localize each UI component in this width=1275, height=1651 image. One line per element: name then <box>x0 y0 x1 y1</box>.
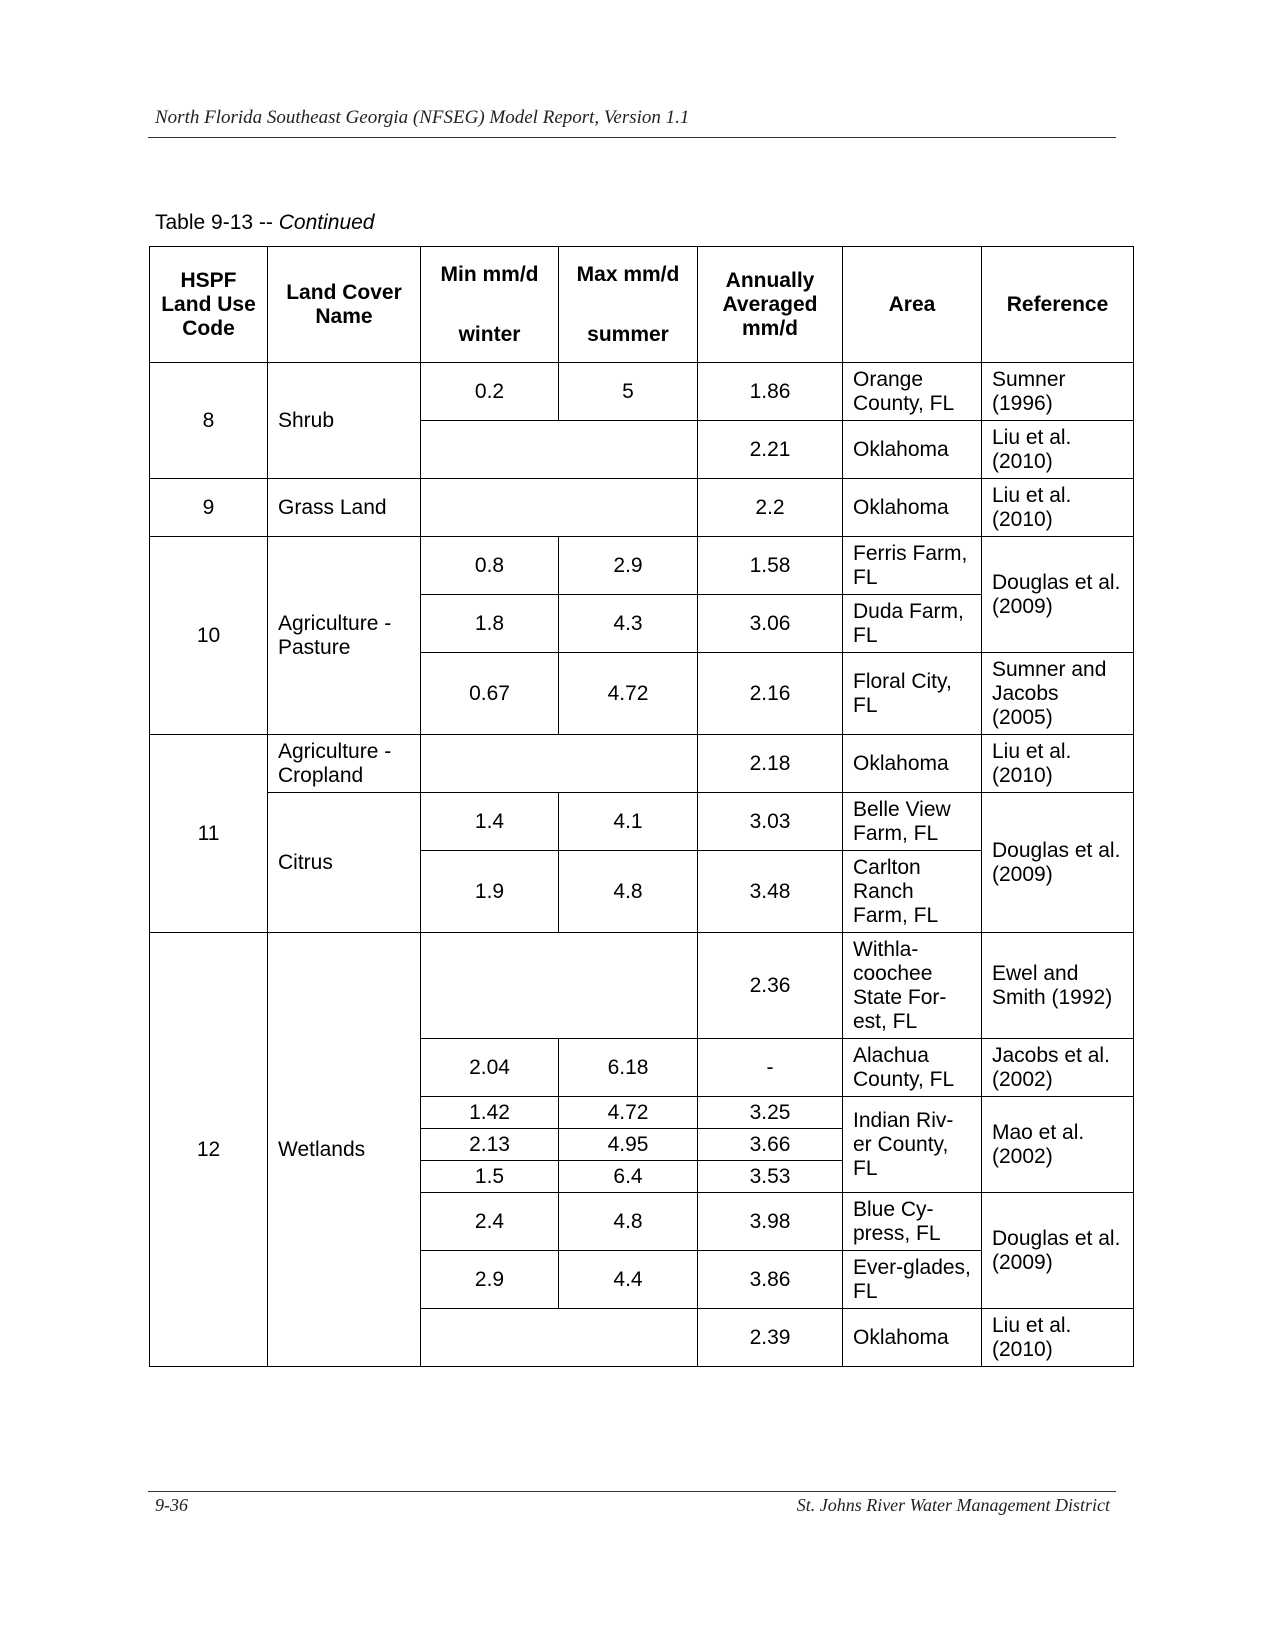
reference-cell: Mao et al. (2002) <box>982 1097 1134 1193</box>
min-header-bottom: winter <box>458 322 521 346</box>
page-number: 9-36 <box>155 1495 188 1515</box>
code-cell: 12 <box>150 933 268 1367</box>
land-cover-cell: Grass Land <box>268 479 421 537</box>
max-cell: 4.8 <box>559 851 698 933</box>
avg-cell: 2.18 <box>698 735 843 793</box>
reference-cell: Liu et al. (2010) <box>982 735 1134 793</box>
area-cell: Oklahoma <box>843 735 982 793</box>
empty-min-max-cell <box>421 735 698 793</box>
area-cell: Orange County, FL <box>843 363 982 421</box>
max-cell: 4.3 <box>559 595 698 653</box>
avg-cell: 3.25 <box>698 1097 843 1129</box>
col-header-name: Land Cover Name <box>268 247 421 363</box>
min-header-top: Min mm/d <box>440 262 539 286</box>
avg-cell: 3.03 <box>698 793 843 851</box>
max-cell: 2.9 <box>559 537 698 595</box>
area-cell: Ferris Farm, FL <box>843 537 982 595</box>
min-cell: 1.9 <box>421 851 559 933</box>
avg-cell: 2.21 <box>698 421 843 479</box>
min-cell: 0.67 <box>421 653 559 735</box>
empty-min-max-cell <box>421 1309 698 1367</box>
table-row <box>150 793 1134 851</box>
area-cell: Ever-glades, FL <box>843 1251 982 1309</box>
area-cell: Oklahoma <box>843 421 982 479</box>
min-cell: 2.13 <box>421 1129 559 1161</box>
caption-prefix: Table 9-13 -- <box>155 211 279 234</box>
max-cell: 4.8 <box>559 1193 698 1251</box>
max-cell: 6.18 <box>559 1039 698 1097</box>
reference-cell: Jacobs et al. (2002) <box>982 1039 1134 1097</box>
min-cell: 1.5 <box>421 1161 559 1193</box>
area-cell: Blue Cy-press, FL <box>843 1193 982 1251</box>
avg-cell: 2.39 <box>698 1309 843 1367</box>
max-cell: 4.4 <box>559 1251 698 1309</box>
max-header-top: Max mm/d <box>576 262 680 286</box>
land-cover-cell: Citrus <box>268 793 421 933</box>
running-header: North Florida Southeast Georgia (NFSEG) Model Report, Version 1.1 <box>155 107 690 128</box>
code-cell: 10 <box>150 537 268 735</box>
min-cell: 0.8 <box>421 537 559 595</box>
et-rates-table <box>149 246 1134 1367</box>
avg-cell: 3.66 <box>698 1129 843 1161</box>
area-cell: Indian Riv-er County, FL <box>843 1097 982 1193</box>
min-cell: 1.42 <box>421 1097 559 1129</box>
avg-cell: 3.86 <box>698 1251 843 1309</box>
area-cell: Belle View Farm, FL <box>843 793 982 851</box>
area-cell: Duda Farm, FL <box>843 595 982 653</box>
area-cell: Withla-coochee State For-est, FL <box>843 933 982 1039</box>
area-cell: Floral City, FL <box>843 653 982 735</box>
col-header-max <box>559 247 698 363</box>
max-cell: 6.4 <box>559 1161 698 1193</box>
max-header-bottom: summer <box>587 322 669 346</box>
reference-cell: Douglas et al. (2009) <box>982 537 1134 653</box>
avg-cell: 3.48 <box>698 851 843 933</box>
empty-min-max-cell <box>421 479 698 537</box>
reference-cell: Liu et al. (2010) <box>982 1309 1134 1367</box>
code-cell: 11 <box>150 735 268 933</box>
reference-cell: Sumner (1996) <box>982 363 1134 421</box>
reference-cell: Ewel and Smith (1992) <box>982 933 1134 1039</box>
min-cell: 2.9 <box>421 1251 559 1309</box>
avg-cell: - <box>698 1039 843 1097</box>
max-cell: 5 <box>559 363 698 421</box>
avg-cell: 2.36 <box>698 933 843 1039</box>
table-row <box>150 479 1134 537</box>
col-header-ref: Reference <box>982 247 1134 363</box>
table-row <box>150 363 1134 421</box>
area-cell: Oklahoma <box>843 479 982 537</box>
area-cell: Carlton Ranch Farm, FL <box>843 851 982 933</box>
min-cell: 1.8 <box>421 595 559 653</box>
footer-rule <box>148 1491 1116 1492</box>
min-cell: 0.2 <box>421 363 559 421</box>
table-row <box>150 735 1134 793</box>
col-header-code: HSPF Land Use Code <box>150 247 268 363</box>
land-cover-cell: Agriculture - Pasture <box>268 537 421 735</box>
footer-organization: St. Johns River Water Management District <box>796 1495 1110 1515</box>
avg-cell: 3.53 <box>698 1161 843 1193</box>
reference-cell: Liu et al. (2010) <box>982 479 1134 537</box>
caption-continued: Continued <box>278 211 375 234</box>
land-cover-cell: Shrub <box>268 363 421 479</box>
avg-cell: 1.58 <box>698 537 843 595</box>
col-header-avg: Annually Averaged mm/d <box>698 247 843 363</box>
table-caption <box>155 211 374 235</box>
min-cell: 1.4 <box>421 793 559 851</box>
land-cover-cell: Agriculture - Cropland <box>268 735 421 793</box>
reference-cell: Douglas et al. (2009) <box>982 793 1134 933</box>
max-cell: 4.72 <box>559 653 698 735</box>
code-cell: 8 <box>150 363 268 479</box>
reference-cell: Liu et al. (2010) <box>982 421 1134 479</box>
max-cell: 4.1 <box>559 793 698 851</box>
min-cell: 2.04 <box>421 1039 559 1097</box>
avg-cell: 3.98 <box>698 1193 843 1251</box>
table-row <box>150 537 1134 595</box>
col-header-min <box>421 247 559 363</box>
code-cell: 9 <box>150 479 268 537</box>
header-rule <box>148 137 1116 138</box>
area-cell: Alachua County, FL <box>843 1039 982 1097</box>
reference-cell: Douglas et al. (2009) <box>982 1193 1134 1309</box>
avg-cell: 2.2 <box>698 479 843 537</box>
land-cover-cell: Wetlands <box>268 933 421 1367</box>
max-cell: 4.95 <box>559 1129 698 1161</box>
reference-cell: Sumner and Jacobs (2005) <box>982 653 1134 735</box>
header-row <box>150 247 1134 363</box>
col-header-area: Area <box>843 247 982 363</box>
area-cell: Oklahoma <box>843 1309 982 1367</box>
avg-cell: 1.86 <box>698 363 843 421</box>
max-cell: 4.72 <box>559 1097 698 1129</box>
avg-cell: 2.16 <box>698 653 843 735</box>
empty-min-max-cell <box>421 421 698 479</box>
empty-min-max-cell <box>421 933 698 1039</box>
min-cell: 2.4 <box>421 1193 559 1251</box>
avg-cell: 3.06 <box>698 595 843 653</box>
table-row <box>150 933 1134 1039</box>
